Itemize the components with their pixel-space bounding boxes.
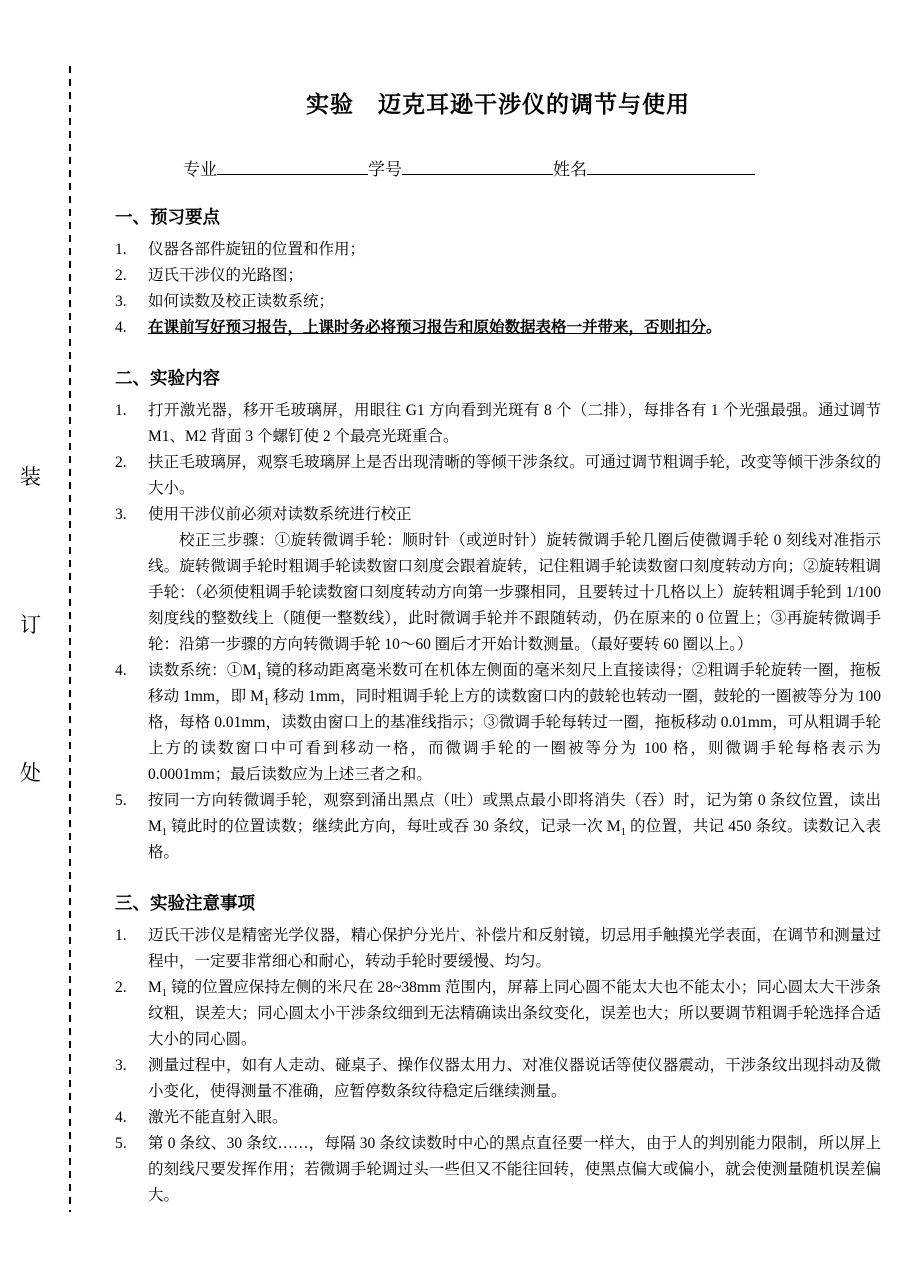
section-heading: 二、实验内容 <box>115 368 220 388</box>
section-heading: 一、预习要点 <box>115 207 220 227</box>
subscript-text: 1 <box>620 827 626 839</box>
text-run: 扶正毛玻璃屏，观察毛玻璃屏上是否出现清晰的等倾干涉条纹。可通过调节粗调手轮，改变等倾干涉条纹的大小。 <box>148 454 881 497</box>
student-info-line <box>115 155 881 180</box>
list-item <box>115 237 881 263</box>
list-item <box>115 315 881 341</box>
major-label: 专业 <box>183 160 217 179</box>
text-run: 第 0 条纹、30 条纹……，每隔 30 条纹读数时中心的黑点直径要一样大，由于人的判别能力限制，所以屏上的刻线尺要发挥作用；若微调手轮调过头一些但又不能往回转，使黑点偏大或偏小，就会使测量随机误差偏大。 <box>148 1135 881 1204</box>
text-run: 校正三步骤：①旋转微调手轮：顺时针（或逆时针）旋转微调手轮几圈后使微调手轮 0 刻线对准指示线。旋转微调手轮时粗调手轮读数窗口刻度会跟着旋转，记住粗调手轮读数窗口刻度转动方向；②旋转粗调手轮：（必须使粗调手轮读数窗口刻度转动方向第一步骤相同，且要转过十几格以上）旋转粗调手轮到 1/100 刻度线的整数线上（随便一整数线），此时微调手轮并不跟随转动，仍在原来的 0 位置上；③再旋转微调手轮：沿第一步骤的方向转微调手轮 10～60 圈后才开始计数测量。（最好要转 60 圈以上。） <box>148 532 881 653</box>
list-item <box>115 450 881 502</box>
binding-char-ding: 订 <box>20 613 41 637</box>
sections <box>115 204 881 1209</box>
item-text <box>148 398 881 450</box>
item-subparagraph <box>115 528 881 658</box>
name-blank-field <box>587 157 755 175</box>
binding-dashed-line <box>69 66 71 1212</box>
item-text <box>148 658 881 788</box>
binding-label <box>20 466 41 784</box>
section-1 <box>115 204 881 341</box>
text-run: 如何读数及校正读数系统； <box>148 293 335 310</box>
item-number: 5. <box>115 1135 127 1152</box>
item-text <box>148 923 881 975</box>
name-label: 姓名 <box>553 160 587 179</box>
item-number: 4. <box>115 1109 127 1126</box>
item-text <box>148 450 881 502</box>
text-run: 激光不能直射入眼。 <box>148 1109 288 1126</box>
subscript-text: 1 <box>263 697 270 709</box>
student-id-blank-field <box>402 157 553 175</box>
subscript-text: 1 <box>256 671 262 683</box>
item-number: 2. <box>115 979 127 996</box>
item-text <box>148 1131 881 1209</box>
item-number: 3. <box>115 506 127 523</box>
item-text <box>148 289 881 315</box>
item-number: 2. <box>115 454 127 471</box>
list-item <box>115 502 881 528</box>
list-item <box>115 398 881 450</box>
text-run: 镜的移动距离毫米数可在机体左侧面的毫米刻尺上直接读得；②粗调手轮旋转一圈，拖板移动 1mm，即 M <box>148 662 881 705</box>
item-text <box>148 315 881 341</box>
item-number: 3. <box>115 293 127 310</box>
item-text <box>148 975 881 1053</box>
list-item <box>115 923 881 975</box>
list-item <box>115 788 881 866</box>
item-text <box>148 502 881 528</box>
text-run: 在课前写好预习报告，上课时务必将预习报告和原始数据表格一并带来，否则扣分 <box>148 319 707 336</box>
item-number: 1. <box>115 402 127 419</box>
item-number: 5. <box>115 792 127 809</box>
list-item <box>115 263 881 289</box>
text-run: 的位置，共记 450 条纹。读数记入表格。 <box>148 818 881 861</box>
item-number: 1. <box>115 927 127 944</box>
text-run: 打开激光器，移开毛玻璃屏，用眼往 G1 方向看到光斑有 8 个（二排），每排各有 1 个光强最强。通过调节 M1、M2 背面 3 个螺钉使 2 个最亮光斑重合。 <box>148 402 881 445</box>
text-run: 迈氏干涉仪是精密光学仪器，精心保护分光片、补偿片和反射镜，切忌用手触摸光学表面，在调节和测量过程中，一定要非常细心和耐心，转动手轮时要缓慢、均匀。 <box>148 927 881 970</box>
list-item <box>115 289 881 315</box>
text-run: 使用干涉仪前必须对读数系统进行校正 <box>148 506 412 523</box>
item-text <box>148 788 881 866</box>
binding-char-chu: 处 <box>20 761 41 785</box>
item-number: 2. <box>115 267 127 284</box>
text-run: 。 <box>706 319 722 336</box>
text-run: 测量过程中，如有人走动、碰桌子、操作仪器太用力、对准仪器说话等使仪器震动，干涉条纹出现抖动及微小变化，使得测量不准确，应暂停数条纹待稳定后继续测量。 <box>148 1057 881 1100</box>
section-heading: 三、实验注意事项 <box>115 893 255 913</box>
major-blank-field <box>217 157 368 175</box>
subscript-text: 1 <box>161 827 168 839</box>
text-run: 仪器各部件旋钮的位置和作用； <box>148 241 366 258</box>
page-title: 实验 迈克耳逊干涉仪的调节与使用 <box>306 92 690 117</box>
text-run: 镜此时的位置读数；继续此方向，每吐或吞 30 条纹，记录一次 M <box>167 818 621 835</box>
item-text <box>148 237 881 263</box>
subscript-text: 1 <box>161 988 168 1000</box>
list-item <box>115 1131 881 1209</box>
binding-char-zhuang: 装 <box>20 465 41 489</box>
student-id-label: 学号 <box>368 160 402 179</box>
text-run: 镜的位置应保持左侧的米尺在 28~38mm 范围内，屏幕上同心圆不能太大也不能太小；同心圆太大干涉条纹粗，误差大；同心圆太小干涉条纹细到无法精确读出条纹变化，误差也大；所以要调节粗调手轮选择合适大小的同心圆。 <box>148 979 881 1048</box>
item-text <box>148 263 881 289</box>
item-number: 3. <box>115 1057 127 1074</box>
item-text <box>148 1105 881 1131</box>
item-number: 4. <box>115 662 127 679</box>
list-item <box>115 1105 881 1131</box>
document-content <box>115 80 881 1209</box>
item-number: 4. <box>115 319 127 336</box>
section-3 <box>115 890 881 1209</box>
section-2 <box>115 365 881 866</box>
text-run: 移动 1mm，同时粗调手轮上方的读数窗口内的鼓轮也转动一圈，鼓轮的一圈被等分为 100 格，每格 0.01mm，读数由窗口上的基准线指示；③微调手轮每转过一圈，拖板移动 0.01mm，可从粗调手轮上方的读数窗口中可看到移动一格，而微调手轮的一圈被等分为 100 格，则微调手轮每格表示为 0.0001mm；最后读数应为上述三者之和。 <box>148 688 881 783</box>
text-run: 按同一方向转微调手轮，观察到涌出黑点（吐）或黑点最小即将消失（吞）时，记为第 0 条纹位置，读出 M <box>148 792 881 835</box>
item-number: 1. <box>115 241 127 258</box>
text-run: 迈氏干涉仪的光路图； <box>148 267 304 284</box>
list-item <box>115 1053 881 1105</box>
item-text <box>148 1053 881 1105</box>
list-item <box>115 658 881 788</box>
text-run: 读数系统：①M <box>148 662 257 679</box>
text-run: M <box>148 979 162 996</box>
list-item <box>115 975 881 1053</box>
